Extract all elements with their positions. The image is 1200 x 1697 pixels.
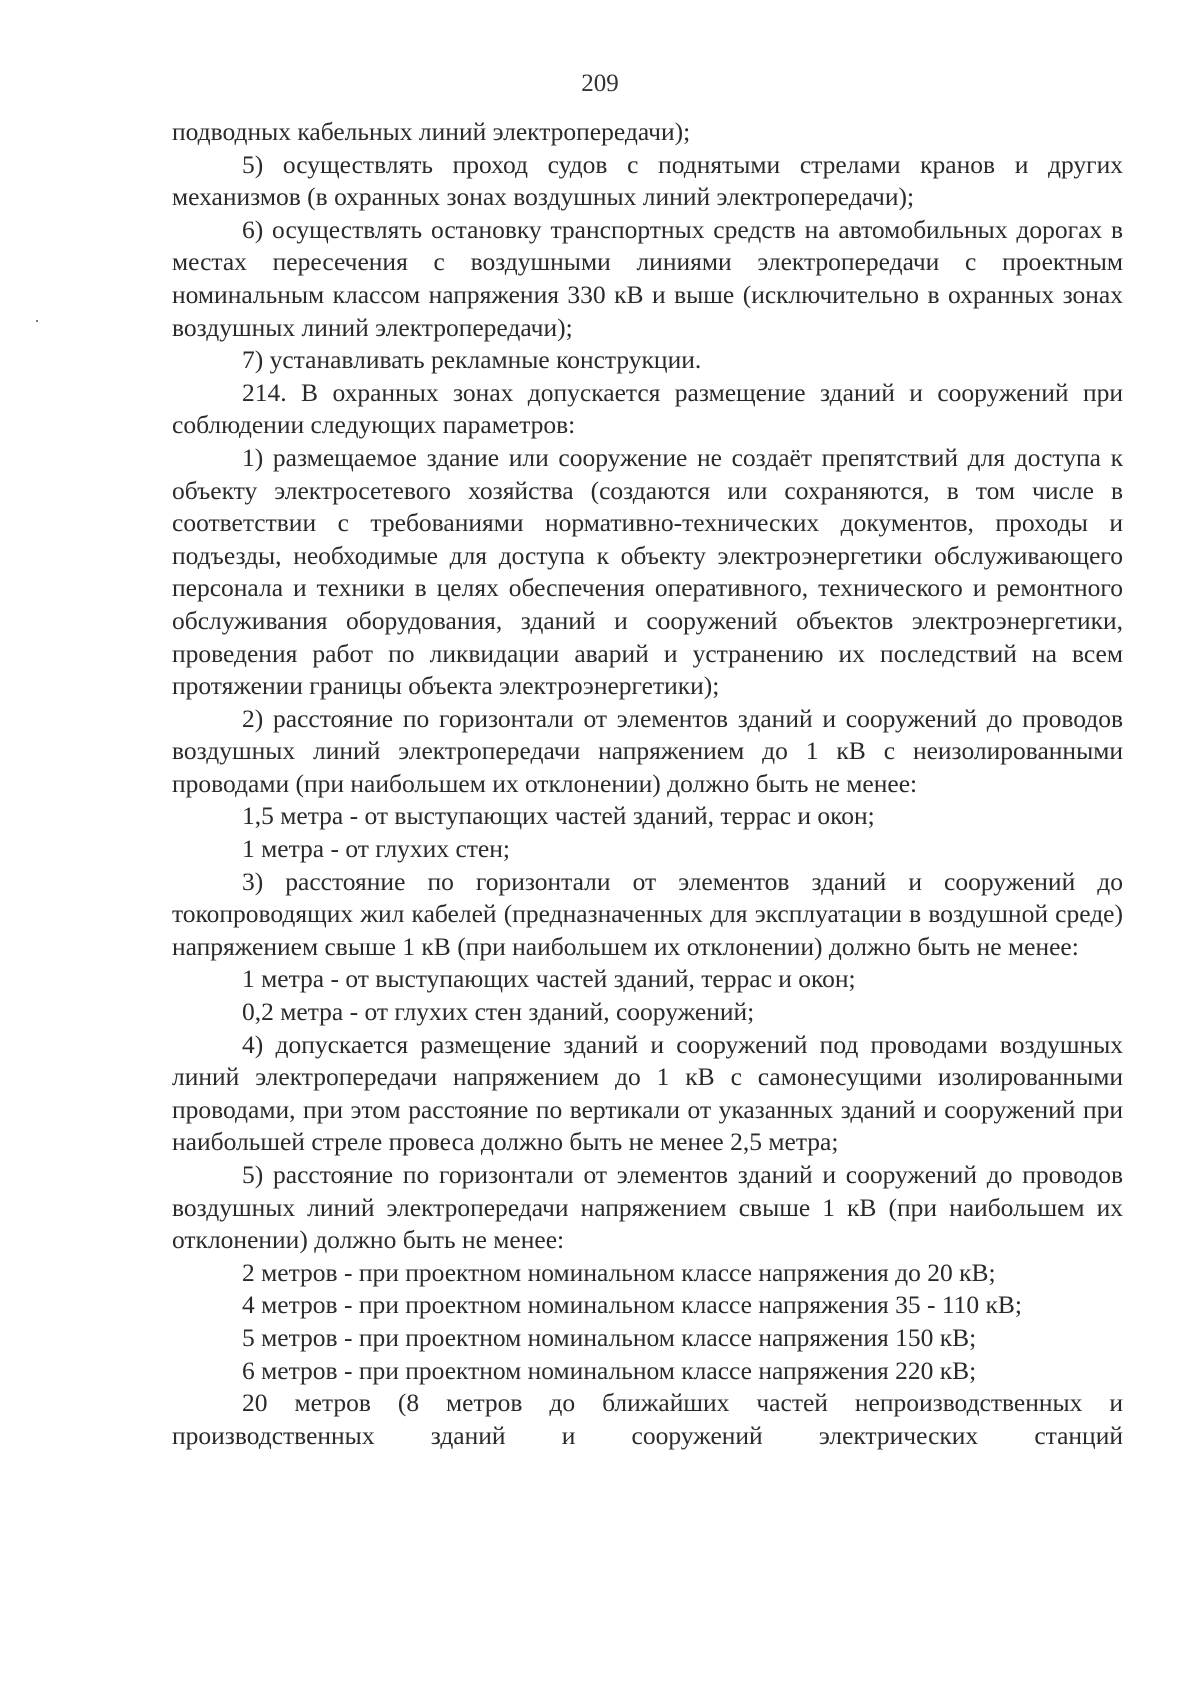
document-body: [172, 116, 1123, 1452]
list-item-6-vehicle-stop: 6) осуществлять остановку транспортных средств на автомобильных дорогах в местах пересечения с воздушными линиями электропередачи с проектным номинальным классом напряжения 330 кВ и выше (исключительно в охранных зонах воздушных линий электропередачи);: [172, 214, 1123, 342]
distance-item-blank-walls-2: 0,2 метра - от глухих стен зданий, сооружений;: [242, 997, 755, 1027]
page-number: 209: [581, 70, 619, 97]
paragraph-continuation: подводных кабельных линий электропередачи);: [172, 117, 691, 146]
distance-item-blank-walls: 1 метра - от глухих стен;: [242, 834, 510, 864]
voltage-item-35-110kv: 4 метров - при проектном номинальном классе напряжения 35 - 110 кВ;: [242, 1290, 1023, 1320]
list-item-5-vessel-passage: 5) осуществлять проход судов с поднятыми стрелами кранов и других механизмов (в охранных зонах воздушных линий электропередачи);: [172, 149, 1123, 212]
voltage-item-220kv: 6 метров - при проектном номинальном классе напряжения 220 кВ;: [242, 1355, 977, 1385]
scan-speck: [36, 320, 38, 322]
list-item-1-no-obstacles: 1) размещаемое здание или сооружение не создаёт препятствий для доступа к объекту электросетевого хозяйства (создаются или сохраняются, в том числе в соответствии с требованиями нормативно-технических документов, проходы и подъезды, необходимые для доступа к объекту электроэнергетики обслуживающего персонала и техники в целях обеспечения оперативного, технического и ремонтного обслуживания оборудования, зданий и сооружений объектов электроэнергетики, проведения работ по ликвидации аварий и устранению их последствий на всем протяжении границы объекта электроэнергетики);: [172, 442, 1123, 701]
list-item-3-cable-distance: 3) расстояние по горизонтали от элементов зданий и сооружений до токопроводящих жил кабелей (предназначенных для эксплуатации в воздушной среде) напряжением свыше 1 кВ (при наибольшем их отклонении) должно быть не менее:: [172, 866, 1123, 961]
voltage-item-20m: 20 метров (8 метров до ближайших частей непроизводственных и производственных зданий и сооружений электрических станций: [172, 1388, 1123, 1450]
list-item-4-placement-under-wires: 4) допускается размещение зданий и сооружений под проводами воздушных линий электропередачи напряжением до 1 кВ с самонесущими изолированными проводами, при этом расстояние по вертикали от указанных зданий и сооружений при наибольшей стреле провеса должно быть не менее 2,5 метра;: [172, 1029, 1123, 1157]
distance-item-protruding-2: 1 метра - от выступающих частей зданий, террас и окон;: [242, 964, 856, 994]
list-item-5-horizontal-distance-hv: 5) расстояние по горизонтали от элементов зданий и сооружений до проводов воздушных линий электропередачи напряжением свыше 1 кВ (при наибольшем их отклонении) должно быть не менее:: [172, 1160, 1123, 1255]
list-item-2-horizontal-distance: 2) расстояние по горизонтали от элементов зданий и сооружений до проводов воздушных линий электропередачи напряжением до 1 кВ с неизолированными проводами (при наибольшем их отклонении) должно быть не менее:: [172, 703, 1123, 798]
clause-214: 214. В охранных зонах допускается размещение зданий и сооружений при соблюдении следующих параметров:: [172, 377, 1123, 440]
voltage-item-20kv: 2 метров - при проектном номинальном классе напряжения до 20 кВ;: [242, 1257, 996, 1287]
distance-item-protruding: 1,5 метра - от выступающих частей зданий, террас и окон;: [242, 801, 875, 831]
voltage-item-150kv: 5 метров - при проектном номинальном классе напряжения 150 кВ;: [242, 1322, 977, 1352]
list-item-7-advertising: 7) устанавливать рекламные конструкции.: [242, 345, 702, 375]
